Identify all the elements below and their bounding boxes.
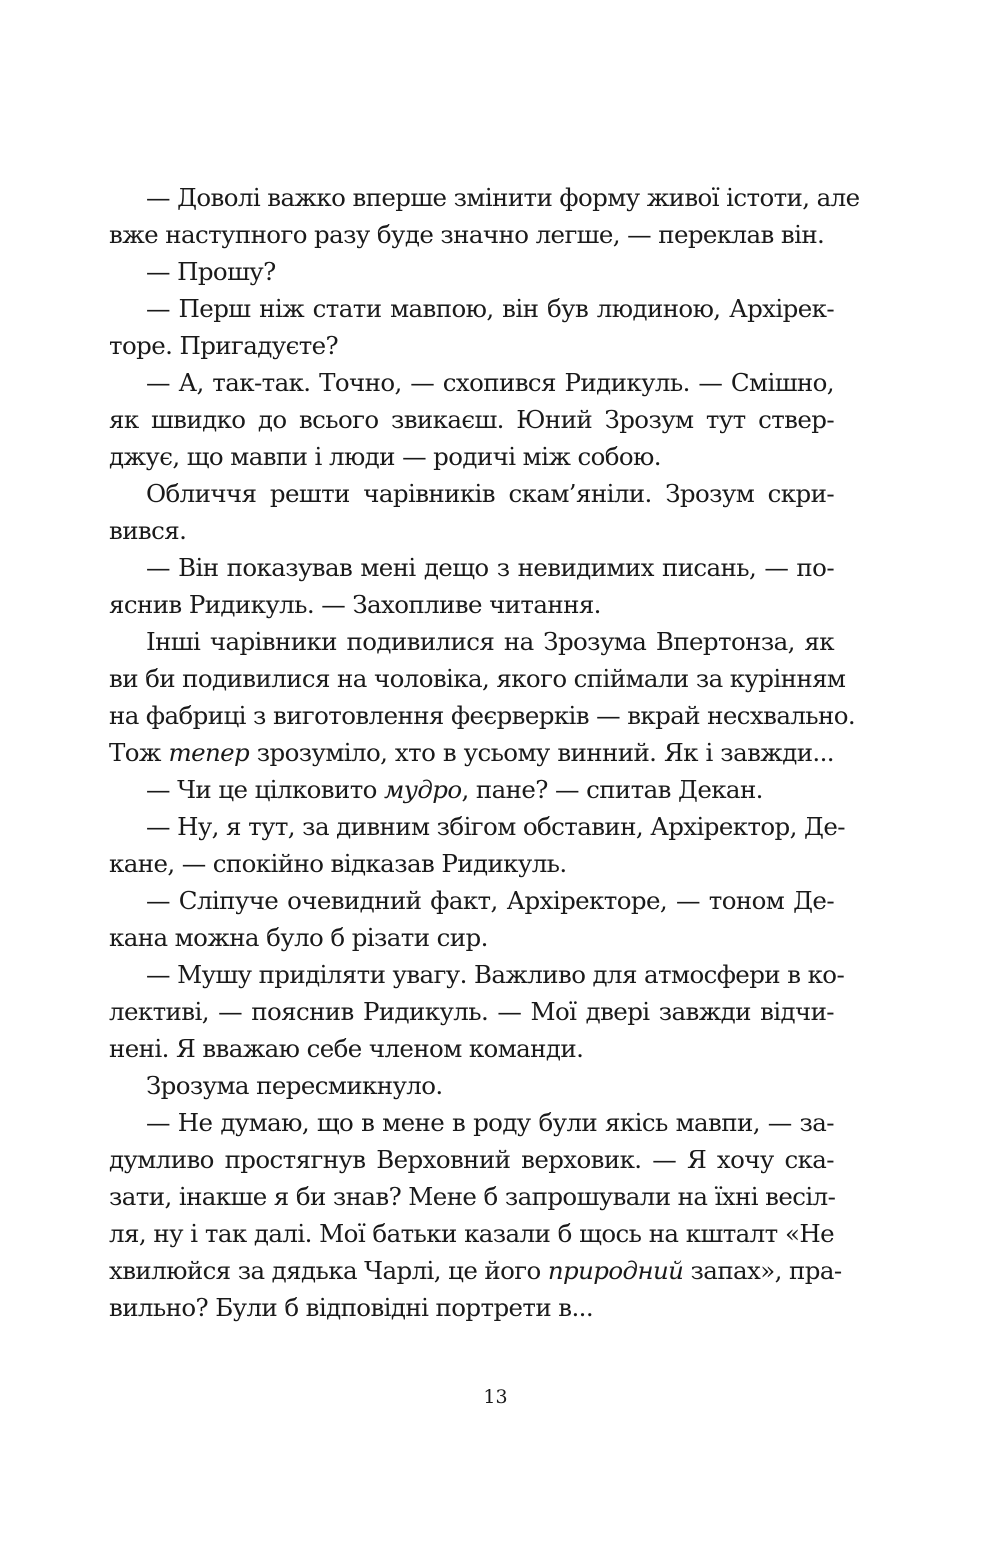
text-run: — Доволі важко вперше змінити форму живої істоти, але [146,183,860,212]
text-line [109,179,860,216]
text-line [109,216,834,253]
text-run: лективі, — пояснив Ридикуль. — Мої двері завжди відчи- [109,997,834,1026]
text-run: нені. Я вважаю себе членом команди. [109,1034,584,1063]
text-line [109,845,834,882]
body-text [109,179,860,1326]
text-run: як швидко до всього звикаєш. Юний Зрозум тут ствер- [109,405,834,434]
text-run: зрозуміло, хто в усьому винний. Як і завжди... [249,738,834,767]
text-run: зати, інакше я би знав? Мене б запрошували на їхні весіл- [109,1182,836,1211]
text-line [109,1104,834,1141]
text-run: думливо простягнув Верховний верховик. — Я хочу ска- [109,1145,834,1174]
text-run: кане, — спокійно відказав Ридикуль. [109,849,567,878]
text-line [109,253,834,290]
text-line [109,1289,834,1326]
text-line [109,512,834,549]
text-run: на фабриці з виготовлення феєрверків — вкрай несхвально. [109,701,856,730]
text-line [109,1252,842,1289]
text-run: — Чи це цілковито [146,775,385,804]
text-run: — Ну, я тут, за дивним збігом обставин, Архіректор, Де- [146,812,845,841]
text-run: — А, так-так. Точно, — схопився Ридикуль. — Смішно, [146,368,834,397]
text-run: , пане? — спитав Декан. [461,775,763,804]
text-line [109,771,834,808]
text-run: яснив Ридикуль. — Захопливе читання. [109,590,601,619]
text-run: — Мушу приділяти увагу. Важливо для атмосфери в ко- [146,960,845,989]
text-line [109,290,834,327]
text-line [109,660,846,697]
text-line [109,401,834,438]
italic-emphasis: мудро [384,775,462,804]
text-run: торе. Пригадуєте? [109,331,339,360]
text-line [109,586,834,623]
text-run: Інші чарівники подивилися на Зрозума Впертонза, як [146,627,834,656]
text-line [109,623,834,660]
text-run: ля, ну і так далі. Мої батьки казали б щось на кшталт «Не [109,1219,834,1248]
text-line [109,327,834,364]
text-run: — Сліпуче очевидний факт, Архіректоре, — тоном Де- [146,886,834,915]
text-run: — Прошу? [146,257,276,286]
text-line [109,919,834,956]
text-line [109,808,845,845]
text-run: кана можна було б різати сир. [109,923,488,952]
italic-emphasis: природний [547,1256,684,1285]
text-line [109,1030,834,1067]
text-run: джує, що мавпи і люди — родичі між собою. [109,442,661,471]
page-number: 13 [483,1386,508,1408]
text-run: Обличчя решти чарівників скам’яніли. Зрозум скри- [146,479,834,508]
text-line [109,1067,834,1104]
text-run: — Він показував мені дещо з невидимих писань, — по- [146,553,834,582]
text-line [109,882,834,919]
text-line [109,697,856,734]
text-run: — Перш ніж стати мавпою, він був людиною, Архірек- [146,294,834,323]
text-run: вився. [109,516,187,545]
text-line [109,1178,834,1215]
text-run: — Не думаю, що в мене в роду були якісь мавпи, — за- [146,1108,834,1137]
text-line [109,549,834,586]
text-line [109,956,845,993]
text-run: вже наступного разу буде значно легше, — переклав він. [109,220,825,249]
text-run: ви би подивилися на чоловіка, якого спіймали за курінням [109,664,846,693]
text-run: Тож [109,738,169,767]
text-run: вильно? Були б відповідні портрети в... [109,1293,594,1322]
text-run: Зрозума пересмикнуло. [146,1071,443,1100]
text-line [109,734,834,771]
text-line [109,993,834,1030]
text-run: запах», пра- [683,1256,842,1285]
text-line [109,1141,834,1178]
text-line [109,475,834,512]
text-run: хвилюйся за дядька Чарлі, це його [109,1256,548,1285]
text-line [109,438,834,475]
italic-emphasis: тепер [168,738,250,767]
text-line [109,364,834,401]
text-line [109,1215,834,1252]
